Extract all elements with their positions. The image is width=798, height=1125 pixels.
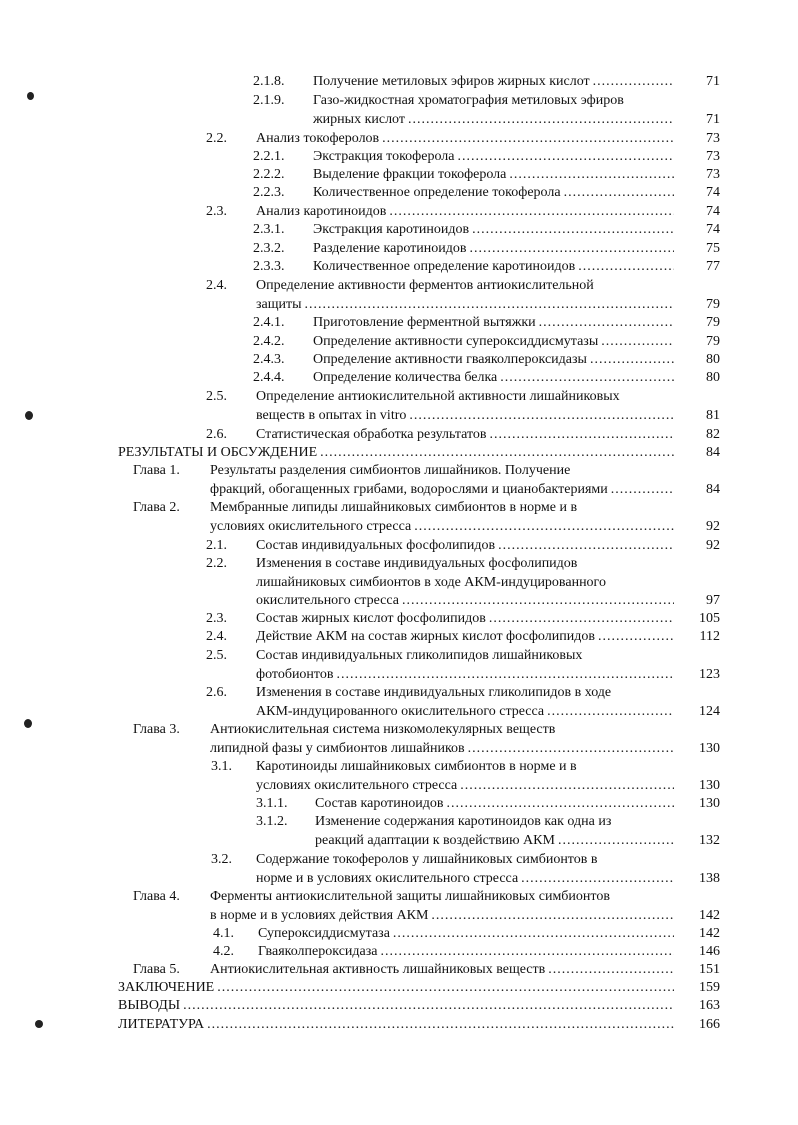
toc-entry-title [315,795,674,814]
toc-entry-title-line: Изменения в составе индивидуальных фосфолипидов [256,556,578,571]
toc-entry-page: 73 [706,167,720,182]
toc-entry-title-line: лишайниковых симбионтов в ходе АКМ-индуцированного [256,574,606,590]
toc-entry-title-line: реакций адаптации к воздействию АКМ [315,832,555,848]
toc-entry-number: 2.1.8. [253,74,285,89]
toc-entry-title [315,813,674,850]
toc-entry-title-line: условиях окислительного стресса [210,518,412,534]
toc-entry-page: 75 [706,241,720,256]
toc-entry-title-line: РЕЗУЛЬТАТЫ И ОБСУЖДЕНИЕ [118,445,318,460]
toc-entry-title [118,1016,674,1035]
toc-entry-number: 2.2. [206,131,227,146]
toc-entry-title [313,184,674,203]
toc-entry-page: 77 [706,259,720,274]
toc-entry-title-line: Ферменты антиокислительной защиты лишайниковых симбионтов [210,889,610,904]
toc-entry-title [313,369,674,388]
toc-entry-page: 163 [699,998,720,1013]
toc-entry-number: 2.3. [206,204,227,219]
toc-entry-title-line: Каротиноиды лишайниковых симбионтов в норме и в [256,759,577,774]
dot-leader [518,870,674,889]
toc-entry-number: 2.4. [206,629,227,644]
toc-entry-page: 142 [699,926,720,941]
toc-entry-title-line: норме и в условиях окислительного стресса [256,870,519,886]
toc-entry-title [256,610,674,629]
toc-entry-title [313,240,674,259]
dot-leader [386,203,674,222]
toc-entry-title [313,92,674,129]
dot-leader [555,832,674,851]
toc-entry-title [256,388,674,425]
toc-entry-title-line: Статистическая обработка результатов [256,427,487,442]
toc-entry-title [118,444,674,463]
toc-entry-title [210,721,674,758]
dot-leader [587,351,674,370]
toc-entry-title [118,997,674,1016]
toc-entry-title-line: Определение количества белка [313,370,498,385]
toc-entry-title [256,426,674,445]
toc-entry-number: 2.4.1. [253,315,285,330]
toc-entry-title-line: Приготовление ферментной вытяжки [313,315,536,330]
toc-entry-title-line: АКМ-индуцированного окислительного стресса [256,703,545,719]
dot-leader [399,592,674,611]
toc-entry-page: 112 [699,629,720,644]
toc-entry-page: 130 [699,796,720,811]
toc-entry-number: Глава 4. [133,889,180,904]
toc-entry-title-line: жирных кислот [313,111,405,127]
dot-leader [204,1016,674,1035]
dot-leader [333,666,674,685]
toc-entry-number: 2.5. [206,389,227,404]
toc-entry-number: Глава 2. [133,500,180,515]
toc-entry-number: 2.6. [206,685,227,700]
toc-entry-title [256,277,674,314]
toc-entry-title-line: Состав индивидуальных гликолипидов лишайниковых [256,648,583,663]
toc-entry-page: 151 [699,962,720,977]
dot-leader [506,166,674,185]
toc-entry-title-line: Экстракция токоферола [313,149,455,164]
toc-entry-title [313,333,674,352]
toc-entry-page: 142 [699,907,720,923]
toc-entry-title-line: окислительного стресса [256,593,399,608]
toc-entry-title-line: Экстракция каротиноидов [313,222,470,237]
toc-entry-page: 84 [706,445,720,460]
toc-entry-title-line: Состав каротиноидов [315,796,444,811]
dot-leader [214,979,674,998]
toc-entry-number: 2.4.3. [253,352,285,367]
toc-entry-page: 138 [699,870,720,886]
toc-entry-title [256,647,674,684]
toc-entry-title-line: Разделение каротиноидов [313,241,467,256]
toc-entry-number: 2.3. [206,611,227,626]
toc-entry-title [210,888,674,925]
toc-entry-title [256,130,674,149]
toc-entry-title-line: Гваяколпероксидаза [258,944,378,959]
toc-entry-page: 74 [706,222,720,237]
dot-leader [608,481,674,500]
dot-leader [495,537,674,556]
toc-entry-title-line: Антиокислительная система низкомолекулярных веществ [210,722,556,737]
toc-entry-title-line: ЗАКЛЮЧЕНИЕ [118,980,215,995]
toc-entry-number: 2.2. [206,556,227,571]
toc-entry-page: 71 [706,74,720,89]
dot-leader [590,73,674,92]
toc-entry-title-line: Содержание токоферолов у лишайниковых симбионтов в [256,852,598,867]
toc-entry-number: 2.4.4. [253,370,285,385]
scan-mark [25,411,33,420]
toc-entry-page: 132 [699,832,720,848]
toc-entry-title [313,73,674,92]
toc-entry-number: 2.1.9. [253,93,285,108]
toc-entry-page: 80 [706,352,720,367]
toc-entry-number: 3.1. [211,759,232,774]
toc-entry-title-line: фракций, обогащенных грибами, водорослями и цианобактериями [210,481,608,497]
toc-entry-number: 2.2.2. [253,167,285,182]
toc-entry-title-line: защиты [256,296,302,312]
dot-leader [545,961,674,980]
toc-entry-number: 2.2.1. [253,149,285,164]
toc-entry-title [313,148,674,167]
toc-entry-title-line: Количественное определение токоферола [313,185,561,200]
toc-entry-page: 73 [706,131,720,146]
toc-entry-title-line: Действие АКМ на состав жирных кислот фосфолипидов [256,629,595,644]
dot-leader [536,314,674,333]
toc-entry-number: 3.2. [211,852,232,867]
toc-entry-title-line: Определение активности ферментов антиокислительной [256,278,594,293]
dot-leader [487,426,674,445]
toc-entry-number: 2.1. [206,538,227,553]
dot-leader [465,740,674,759]
toc-entry-title [313,166,674,185]
dot-leader [377,943,674,962]
toc-entry-title-line: Анализ токоферолов [256,131,380,146]
toc-entry-title-line: ЛИТЕРАТУРА [118,1017,205,1032]
dot-leader [595,628,674,647]
dot-leader [486,610,674,629]
toc-entry-title-line: Определение антиокислительной активности лишайниковых [256,389,620,404]
scan-mark [27,92,34,100]
dot-leader [302,296,674,315]
toc-entry-page: 79 [706,334,720,349]
dot-leader [405,111,674,130]
toc-entry-title-line: Состав жирных кислот фосфолипидов [256,611,486,626]
scan-mark [24,719,32,728]
toc-entry-number: 4.2. [213,944,234,959]
toc-entry-page: 130 [699,740,720,756]
toc-entry-page: 84 [706,481,720,497]
toc-entry-title-line: липидной фазы у симбионтов лишайников [210,740,465,756]
toc-entry-title-line: Состав индивидуальных фосфолипидов [256,538,496,553]
toc-entry-title-line: Антиокислительная активность лишайниковых веществ [210,962,546,977]
toc-entry-page: 92 [706,538,720,553]
toc-entry-page: 92 [706,518,720,534]
toc-entry-title-line: Анализ каротиноидов [256,204,387,219]
toc-entry-number: 2.3.3. [253,259,285,274]
dot-leader [406,407,674,426]
toc-entry-title [256,537,674,556]
toc-entry-number: 4.1. [213,926,234,941]
toc-entry-title-line: Мембранные липиды лишайниковых симбионтов в норме и в [210,500,578,515]
dot-leader [443,795,674,814]
toc-entry-title-line: в норме и в условиях действия АКМ [210,907,429,923]
toc-entry-page: 124 [699,703,720,719]
dot-leader [575,258,674,277]
toc-entry-page: 71 [706,111,720,127]
toc-entry-page: 130 [699,777,720,793]
toc-entry-number: 2.4. [206,278,227,293]
dot-leader [544,703,674,722]
dot-leader [497,369,674,388]
toc-entry-title-line: Получение метиловых эфиров жирных кислот [313,74,590,89]
toc-entry-title [210,961,674,980]
toc-entry-title [258,943,674,962]
toc-entry-title [313,314,674,333]
toc-entry-title-line: Количественное определение каротиноидов [313,259,576,274]
toc-entry-number: Глава 3. [133,722,180,737]
toc-entry-page: 81 [706,407,720,423]
toc-entry-title-line: Изменение содержания каротиноидов как одна из [315,814,612,829]
toc-entry-page: 80 [706,370,720,385]
toc-entry-page: 74 [706,185,720,200]
toc-entry-title [256,758,674,795]
toc-entry-page: 146 [699,944,720,959]
toc-entry-title [313,258,674,277]
toc-entry-page: 97 [706,593,720,608]
dot-leader [466,240,674,259]
toc-entry-page: 73 [706,149,720,164]
dot-leader [428,907,674,926]
dot-leader [390,925,674,944]
toc-entry-page: 79 [706,315,720,330]
toc-entry-title [256,684,674,721]
toc-entry-title-line: Определение активности супероксиддисмутазы [313,334,599,349]
dot-leader [317,444,674,463]
toc-entry-number: 2.3.1. [253,222,285,237]
toc-entry-title-line: условиях окислительного стресса [256,777,458,793]
toc-entry-title [256,555,674,611]
toc-entry-page: 74 [706,204,720,219]
toc-entry-title-line: Результаты разделения симбионтов лишайников. Получение [210,463,571,478]
scan-mark [35,1020,43,1028]
toc-entry-title-line: фотобионтов [256,666,334,682]
toc-entry-title [256,851,674,888]
dot-leader [561,184,674,203]
toc-entry-number: 2.3.2. [253,241,285,256]
toc-entry-title-line: Газо-жидкостная хроматография метиловых эфиров [313,93,624,108]
toc-entry-page: 123 [699,666,720,682]
toc-entry-title-line: Супероксиддисмутаза [258,926,390,941]
toc-entry-title-line: веществ в опытах in vitro [256,407,407,423]
toc-entry-page: 166 [699,1017,720,1032]
dot-leader [411,518,674,537]
toc-entry-title [210,462,674,499]
toc-entry-title [313,221,674,240]
toc-entry-title [256,628,674,647]
dot-leader [379,130,674,149]
dot-leader [598,333,674,352]
toc-entry-number: 3.1.2. [256,814,288,829]
toc-entry-title-line: ВЫВОДЫ [118,998,181,1013]
dot-leader [454,148,674,167]
toc-entry-page: 79 [706,296,720,312]
toc-entry-title-line: Изменения в составе индивидуальных гликолипидов в ходе [256,685,612,700]
dot-leader [469,221,674,240]
toc-entry-number: 2.4.2. [253,334,285,349]
dot-leader [457,777,674,796]
toc-entry-number: Глава 5. [133,962,180,977]
toc-entry-title [210,499,674,536]
toc-entry-title-line: Определение активности гваяколпероксидазы [313,352,587,367]
toc-entry-number: 2.2.3. [253,185,285,200]
dot-leader [180,997,674,1016]
toc-entry-title [118,979,674,998]
toc-entry-title-line: Выделение фракции токоферола [313,167,507,182]
toc-entry-title [313,351,674,370]
toc-entry-number: 2.6. [206,427,227,442]
toc-entry-page: 82 [706,427,720,442]
toc-entry-number: 3.1.1. [256,796,288,811]
toc-entry-page: 159 [699,980,720,995]
toc-entry-title [256,203,674,222]
toc-entry-page: 105 [699,611,720,626]
toc-entry-number: 2.5. [206,648,227,663]
toc-entry-number: Глава 1. [133,463,180,478]
toc-entry-title [258,925,674,944]
